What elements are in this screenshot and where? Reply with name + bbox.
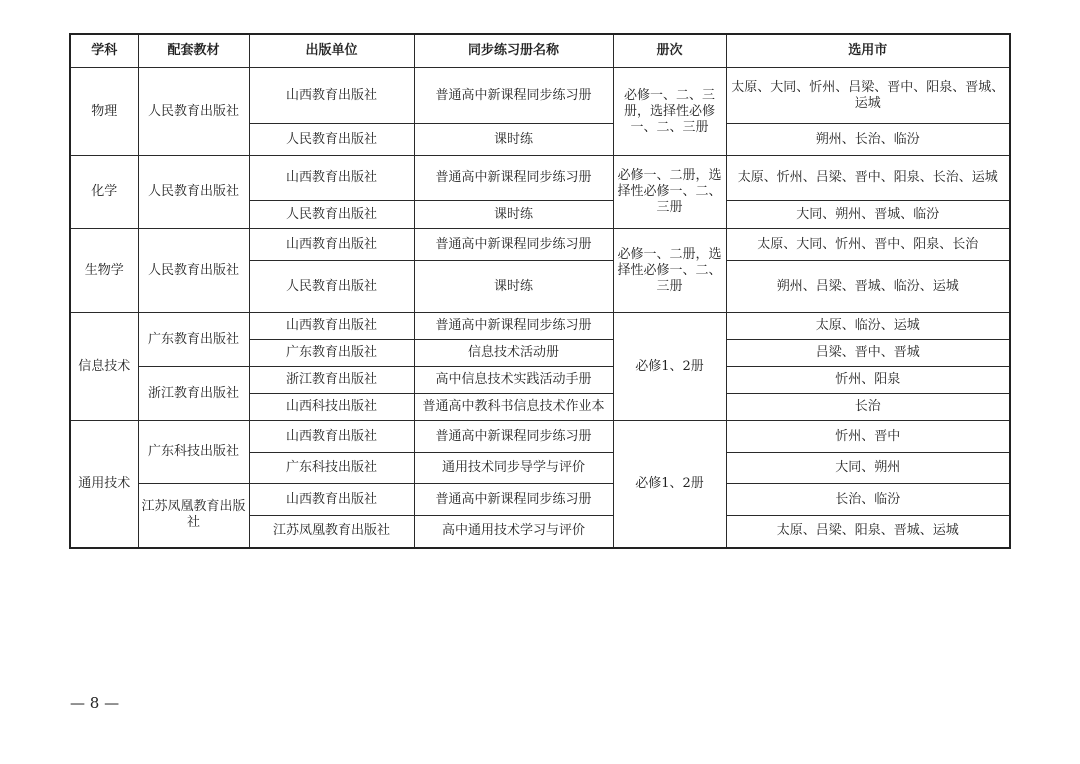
publisher-cell: 人民教育出版社: [249, 261, 414, 313]
table-row: [70, 421, 1010, 453]
workbook-cell: 普通高中新课程同步练习册: [414, 229, 613, 261]
cities-cell: 吕梁、晋中、晋城: [726, 340, 1010, 367]
textbook-cell: 浙江教育出版社: [138, 367, 249, 421]
workbook-cell: 信息技术活动册: [414, 340, 613, 367]
cities-cell: 太原、忻州、吕梁、晋中、阳泉、长治、运城: [726, 156, 1010, 201]
page-number: — 8 —: [70, 694, 120, 712]
table-row: [70, 313, 1010, 340]
cities-cell: 大同、朔州: [726, 453, 1010, 484]
workbook-cell: 课时练: [414, 124, 613, 156]
header-publisher: 出版单位: [249, 34, 414, 68]
workbook-cell: 高中信息技术实践活动手册: [414, 367, 613, 394]
workbook-cell: 课时练: [414, 261, 613, 313]
subject-cell: 生物学: [70, 229, 138, 313]
cities-cell: 长治: [726, 394, 1010, 421]
publisher-cell: 山西科技出版社: [249, 394, 414, 421]
volumes-cell: 必修一、二册，选择性必修一、二、三册: [613, 156, 726, 229]
workbook-cell: 普通高中新课程同步练习册: [414, 156, 613, 201]
workbook-cell: 普通高中新课程同步练习册: [414, 68, 613, 124]
subject-cell: 化学: [70, 156, 138, 229]
header-workbook-name: 同步练习册名称: [414, 34, 613, 68]
header-volumes: 册次: [613, 34, 726, 68]
cities-cell: 朔州、长治、临汾: [726, 124, 1010, 156]
table-row: [70, 484, 1010, 516]
publisher-cell: 广东科技出版社: [249, 453, 414, 484]
cities-cell: 朔州、吕梁、晋城、临汾、运城: [726, 261, 1010, 313]
publisher-cell: 广东教育出版社: [249, 340, 414, 367]
cities-cell: 忻州、晋中: [726, 421, 1010, 453]
textbook-cell: 江苏凤凰教育出版社: [138, 484, 249, 548]
cities-cell: 长治、临汾: [726, 484, 1010, 516]
volumes-cell: 必修1、2册: [613, 421, 726, 548]
workbook-cell: 普通高中新课程同步练习册: [414, 313, 613, 340]
publisher-cell: 江苏凤凰教育出版社: [249, 516, 414, 548]
cities-cell: 大同、朔州、晋城、临汾: [726, 201, 1010, 229]
cities-cell: 太原、临汾、运城: [726, 313, 1010, 340]
volumes-cell: 必修一、二、三册，选择性必修一、二、三册: [613, 68, 726, 156]
publisher-cell: 山西教育出版社: [249, 156, 414, 201]
volumes-cell: 必修1、2册: [613, 313, 726, 421]
publisher-cell: 山西教育出版社: [249, 484, 414, 516]
workbook-cell: 课时练: [414, 201, 613, 229]
table-row: [70, 156, 1010, 201]
publisher-cell: 浙江教育出版社: [249, 367, 414, 394]
publisher-cell: 山西教育出版社: [249, 229, 414, 261]
subject-cell: 通用技术: [70, 421, 138, 548]
cities-cell: 太原、大同、忻州、晋中、阳泉、长治: [726, 229, 1010, 261]
publisher-cell: 山西教育出版社: [249, 313, 414, 340]
table-row: [70, 68, 1010, 124]
workbook-cell: 高中通用技术学习与评价: [414, 516, 613, 548]
textbook-cell: 广东科技出版社: [138, 421, 249, 484]
table-row: [70, 229, 1010, 261]
workbook-cell: 普通高中教科书信息技术作业本: [414, 394, 613, 421]
subject-cell: 物理: [70, 68, 138, 156]
publisher-cell: 人民教育出版社: [249, 201, 414, 229]
workbook-cell: 通用技术同步导学与评价: [414, 453, 613, 484]
cities-cell: 忻州、阳泉: [726, 367, 1010, 394]
textbook-cell: 广东教育出版社: [138, 313, 249, 367]
publisher-cell: 山西教育出版社: [249, 421, 414, 453]
cities-cell: 太原、大同、忻州、吕梁、晋中、阳泉、晋城、运城: [726, 68, 1010, 124]
publisher-cell: 山西教育出版社: [249, 68, 414, 124]
textbook-cell: 人民教育出版社: [138, 229, 249, 313]
header-subject: 学科: [70, 34, 138, 68]
workbook-cell: 普通高中新课程同步练习册: [414, 484, 613, 516]
table-header-row: [70, 34, 1010, 68]
volumes-cell: 必修一、二册，选择性必修一、二、三册: [613, 229, 726, 313]
table-row: [70, 367, 1010, 394]
textbook-selection-table: [69, 33, 1011, 549]
workbook-cell: 普通高中新课程同步练习册: [414, 421, 613, 453]
textbook-cell: 人民教育出版社: [138, 68, 249, 156]
publisher-cell: 人民教育出版社: [249, 124, 414, 156]
cities-cell: 太原、吕梁、阳泉、晋城、运城: [726, 516, 1010, 548]
subject-cell: 信息技术: [70, 313, 138, 421]
header-cities: 选用市: [726, 34, 1010, 68]
textbook-cell: 人民教育出版社: [138, 156, 249, 229]
header-textbook: 配套教材: [138, 34, 249, 68]
